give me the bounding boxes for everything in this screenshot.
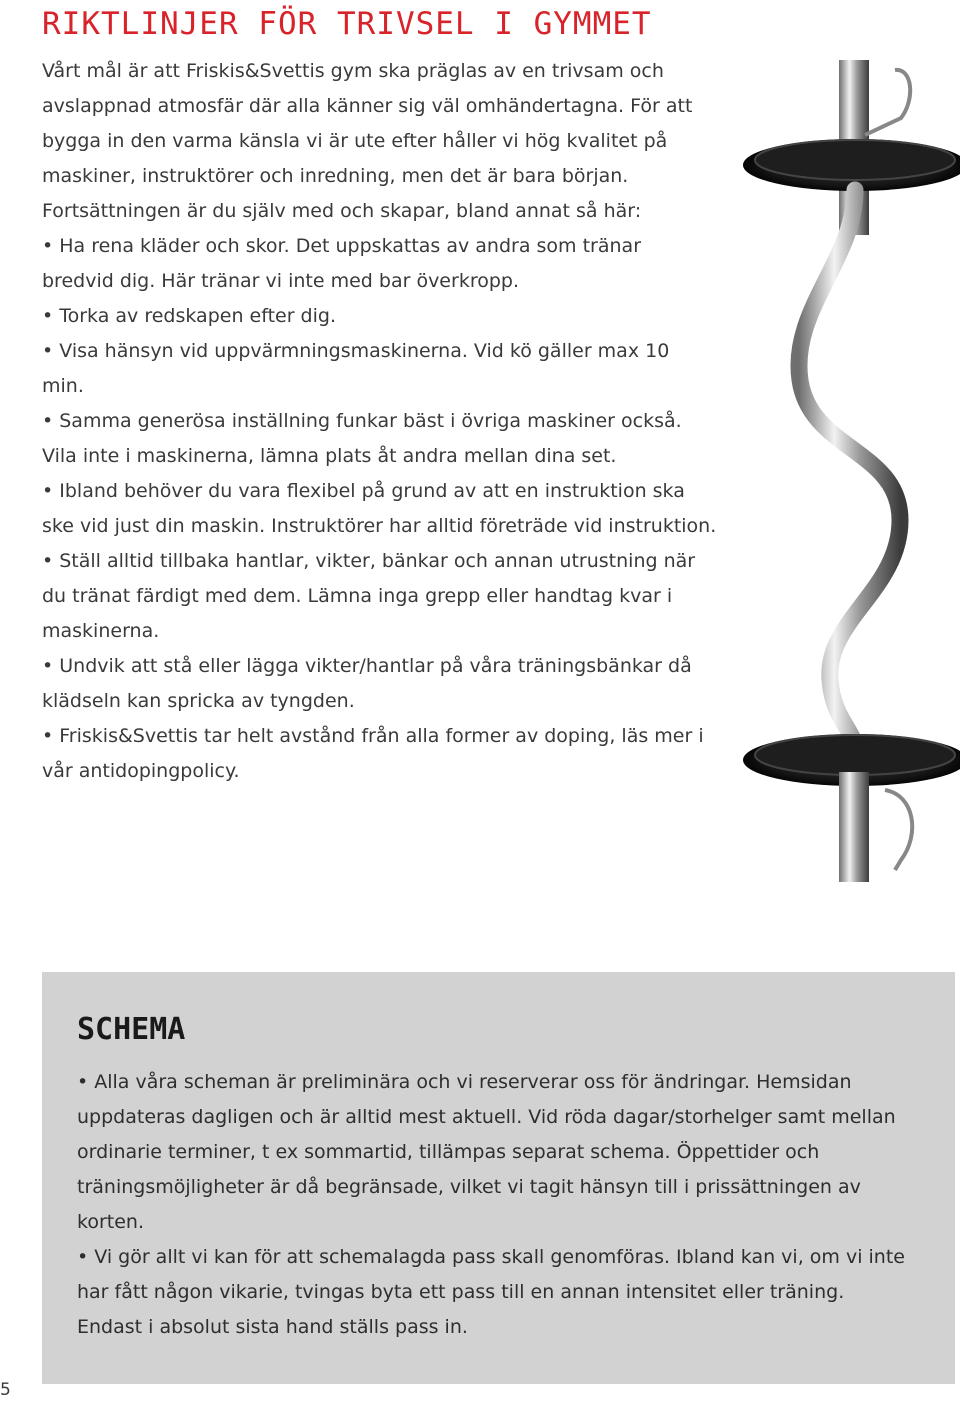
schema-item: • Alla våra scheman är preliminära och vi reserverar oss för ändringar. Hemsidan uppdateras dagligen och är alltid mest aktuell. Vid röda dagar/storhelger samt mellan ordinarie terminer, t ex sommartid, tillämpas separat schema. Öppettider och träningsmöjligheter är då begränsade, vilket vi tagit hänsyn till i prissättningen av korten. [77, 1071, 896, 1233]
guideline-item: • Ställ alltid tillbaka hantlar, vikter, bänkar och annan utrustning när du tränat färdigt med dem. Lämna inga grepp eller handtag kvar i maskinerna. [42, 550, 702, 642]
schema-list [77, 1065, 907, 1345]
guideline-item: • Friskis&Svettis tar helt avstånd från alla former av doping, läs mer i vår antidopingpolicy. [42, 725, 710, 782]
schema-section [42, 972, 955, 1384]
page-heading: RIKTLINJER FÖR TRIVSEL I GYMMET [42, 6, 652, 42]
guideline-item: • Ibland behöver du vara flexibel på grund av att en instruktion ska ske vid just din maskin. Instruktörer har alltid företräde vid instruktion. [42, 480, 717, 537]
guideline-item: • Torka av redskapen efter dig. [42, 305, 336, 327]
barbell-image [715, 60, 960, 890]
guideline-item: • Undvik att stå eller lägga vikter/hantlar på våra träningsbänkar då klädseln kan spricka av tyngden. [42, 655, 698, 712]
guideline-item: • Samma generösa inställning funkar bäst i övriga maskiner också. Vila inte i maskinerna, lämna plats åt andra mellan dina set. [42, 410, 688, 467]
guideline-item: • Visa hänsyn vid uppvärmningsmaskinerna. Vid kö gäller max 10 min. [42, 340, 676, 397]
schema-item: • Vi gör allt vi kan för att schemalagda pass skall genomföras. Ibland kan vi, om vi inte har fått någon vikarie, tvingas byta ett pass till en annan intensitet eller träning. Endast i absolut sista hand ställs pass in. [77, 1246, 905, 1338]
guidelines-section [42, 54, 717, 789]
schema-heading: SCHEMA [77, 1012, 186, 1047]
page-number: 5 [0, 1380, 11, 1400]
guideline-item: • Ha rena kläder och skor. Det uppskattas av andra som tränar bredvid dig. Här tränar vi inte med bar överkropp. [42, 235, 648, 292]
intro-paragraph: Vårt mål är att Friskis&Svettis gym ska präglas av en trivsam och avslappnad atmosfär där alla känner sig väl omhändertagna. För att bygga in den varma känsla vi är ute efter håller vi hög kvalitet på maskiner, instruktörer och inredning, men det är bara början. Fortsättningen är du själv med och skapar, bland annat så här: [42, 60, 693, 222]
